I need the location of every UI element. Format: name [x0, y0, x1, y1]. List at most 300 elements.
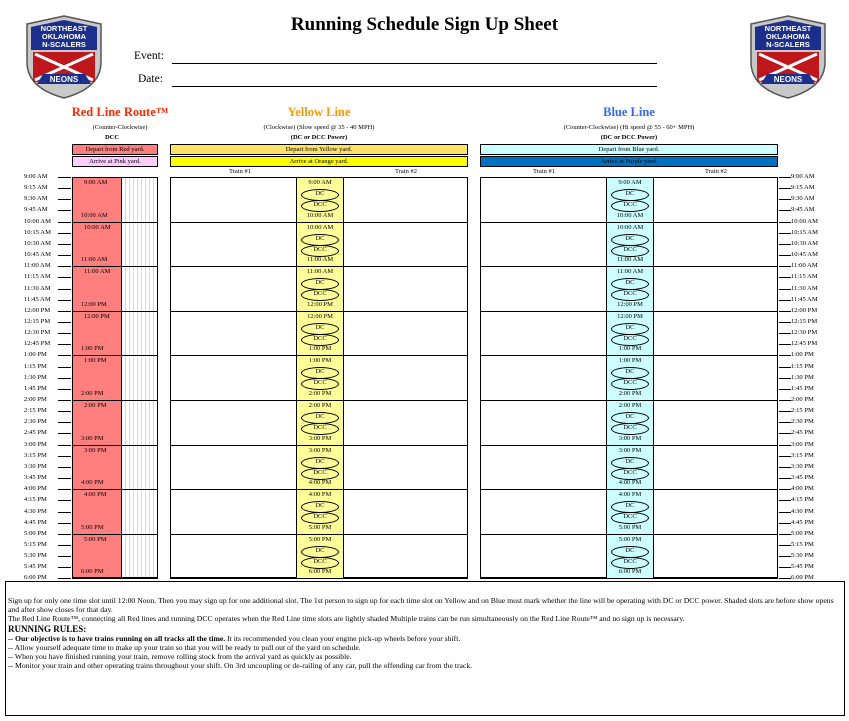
time-tick-left — [58, 277, 71, 278]
yellow-slot-end: 1:00 PM — [308, 345, 332, 353]
time-tick-right — [779, 244, 791, 245]
red-slot-line — [72, 355, 158, 356]
blue-slot-end: 1:00 PM — [618, 345, 642, 353]
time-tick-left — [58, 523, 71, 524]
time-label-right: 1:45 PM — [791, 384, 814, 392]
time-tick-left — [58, 188, 71, 189]
blue-dcc-label: DCC — [623, 468, 637, 476]
time-label-right: 10:30 AM — [791, 239, 818, 247]
red-line-shaded-column — [122, 177, 158, 578]
svg-text:NEONS: NEONS — [49, 75, 79, 84]
time-tick-right — [779, 222, 791, 223]
time-label-right: 4:45 PM — [791, 518, 814, 526]
blue-train1-signup[interactable] — [480, 222, 606, 267]
time-label-left: 5:45 PM — [24, 563, 47, 571]
time-tick-right — [779, 400, 791, 401]
yellow-dcc-label: DCC — [313, 513, 327, 521]
time-label-left: 11:15 AM — [24, 273, 51, 281]
yellow-train1-signup[interactable] — [170, 177, 296, 222]
page-title: Running Schedule Sign Up Sheet — [290, 14, 559, 35]
time-tick-left — [58, 210, 71, 211]
blue-train1-signup[interactable] — [480, 355, 606, 400]
blue-slot-end: 4:00 PM — [618, 479, 642, 487]
blue-train2-signup[interactable] — [654, 534, 778, 579]
time-tick-right — [779, 389, 791, 390]
yellow-line-title: Yellow Line — [287, 105, 351, 119]
time-label-right: 2:45 PM — [791, 429, 814, 437]
yellow-slot-start: 3:00 PM — [308, 446, 332, 454]
yellow-train1-signup[interactable] — [170, 400, 296, 445]
yellow-train2-signup[interactable] — [344, 534, 468, 579]
blue-train2-signup[interactable] — [654, 489, 778, 534]
red-line-direction: (Counter-Clockwise) — [92, 124, 148, 131]
blue-dc-label: DC — [625, 457, 635, 465]
time-label-left: 5:15 PM — [24, 540, 47, 548]
blue-slot-start: 10:00 AM — [616, 223, 644, 231]
time-label-right: 5:15 PM — [791, 540, 814, 548]
yellow-dcc-label: DCC — [313, 245, 327, 253]
red-slot-end: 12:00 PM — [81, 300, 107, 308]
time-tick-left — [58, 389, 71, 390]
time-tick-right — [779, 411, 791, 412]
yellow-slot-end: 5:00 PM — [308, 523, 332, 531]
time-label-right: 11:45 AM — [791, 295, 818, 303]
time-tick-right — [779, 545, 791, 546]
event-field[interactable] — [172, 63, 657, 64]
red-slot-line — [72, 534, 158, 535]
yellow-dc-label: DC — [315, 368, 325, 376]
blue-dcc-label: DCC — [623, 513, 637, 521]
yellow-dc-label: DC — [315, 234, 325, 242]
blue-dc-label: DC — [625, 368, 635, 376]
time-label-left: 2:30 PM — [24, 418, 47, 426]
time-label-left: 1:15 PM — [24, 362, 47, 370]
time-label-left: 5:30 PM — [24, 552, 47, 560]
time-tick-left — [58, 222, 71, 223]
time-tick-left — [58, 322, 71, 323]
rule-4: -- Monitor your train and other operating trains throughout your shift. On 3rd uncoupling or de-railing of any car, pull the offending car from the track. — [8, 661, 473, 670]
red-slot-line — [72, 222, 158, 223]
blue-slot-end: 3:00 PM — [618, 434, 642, 442]
yellow-dcc-label: DCC — [313, 379, 327, 387]
time-tick-left — [58, 266, 71, 267]
time-tick-left — [58, 433, 71, 434]
time-tick-right — [779, 523, 791, 524]
yellow-train1-signup[interactable] — [170, 266, 296, 311]
svg-text:NORTHEAST: NORTHEAST — [40, 24, 88, 33]
red-slot-line — [72, 266, 158, 267]
yellow-train1-signup[interactable] — [170, 489, 296, 534]
time-tick-left — [58, 512, 71, 513]
time-label-right: 9:45 AM — [791, 206, 815, 214]
time-label-left: 4:00 PM — [24, 485, 47, 493]
time-tick-left — [58, 489, 71, 490]
event-label: Event: — [134, 50, 165, 62]
red-slot-end: 11:00 AM — [81, 256, 108, 264]
time-label-left: 6:00 PM — [24, 574, 47, 582]
time-label-left: 4:15 PM — [24, 496, 47, 504]
blue-slot-start: 11:00 AM — [616, 268, 644, 276]
time-label-left: 4:30 PM — [24, 507, 47, 515]
yellow-dc-label: DC — [315, 279, 325, 287]
time-label-left: 9:15 AM — [24, 184, 48, 192]
blue-train1-signup[interactable] — [480, 400, 606, 445]
yellow-train2-signup[interactable] — [344, 355, 468, 400]
time-label-right: 5:00 PM — [791, 529, 814, 537]
time-label-right: 12:15 PM — [791, 317, 818, 325]
time-label-right: 3:00 PM — [791, 440, 814, 448]
svg-text:OKLAHOMA: OKLAHOMA — [765, 32, 811, 41]
rule-1-bold: -- Our objective is to have trains running on all tracks all the time. — [8, 634, 226, 643]
time-tick-left — [58, 556, 71, 557]
yellow-train2-signup[interactable] — [344, 489, 468, 534]
blue-slot-start: 1:00 PM — [618, 357, 642, 365]
blue-train2-signup[interactable] — [654, 445, 778, 490]
time-label-right: 2:30 PM — [791, 418, 814, 426]
blue-slot-end: 5:00 PM — [618, 523, 642, 531]
time-tick-left — [58, 422, 71, 423]
yellow-train2-signup[interactable] — [344, 222, 468, 267]
yellow-arrive-bar: Arrive at Orange yard. — [170, 156, 468, 167]
time-label-left: 1:00 PM — [24, 351, 47, 359]
time-tick-left — [58, 177, 71, 178]
blue-slot-end: 11:00 AM — [616, 256, 644, 264]
time-label-left: 10:00 AM — [24, 217, 51, 225]
blue-arrive-bar: Arrive at Purple yard. — [480, 156, 778, 167]
time-label-left: 3:00 PM — [24, 440, 47, 448]
yellow-dcc-label: DCC — [313, 557, 327, 565]
time-tick-right — [779, 489, 791, 490]
time-tick-left — [58, 255, 71, 256]
blue-train2-signup[interactable] — [654, 222, 778, 267]
time-tick-right — [779, 233, 791, 234]
yellow-slot-start: 4:00 PM — [308, 491, 332, 499]
time-label-left: 9:00 AM — [24, 173, 48, 180]
yellow-slot-start: 12:00 PM — [307, 312, 333, 320]
red-slot-start: 1:00 PM — [84, 357, 107, 365]
time-tick-right — [779, 355, 791, 356]
time-tick-right — [779, 266, 791, 267]
rule-3: -- When you have finished running your train, remove rolling stock from the arrival yard as quickly as possible. — [8, 652, 352, 661]
blue-train1-signup[interactable] — [480, 445, 606, 490]
blue-dcc-label: DCC — [623, 245, 637, 253]
blue-depart-bar: Depart from Blue yard. — [480, 144, 778, 155]
blue-dcc-label: DCC — [623, 201, 637, 208]
yellow-slot-start: 2:00 PM — [308, 402, 332, 409]
time-label-left: 11:30 AM — [24, 284, 51, 292]
time-label-right: 4:30 PM — [791, 507, 814, 515]
time-label-left: 2:00 PM — [24, 396, 47, 403]
yellow-depart-bar: Depart from Yellow yard. — [170, 144, 468, 155]
time-tick-left — [58, 478, 71, 479]
time-label-left: 3:30 PM — [24, 462, 47, 470]
blue-slot-end: 10:00 AM — [616, 211, 644, 219]
time-tick-left — [58, 456, 71, 457]
time-label-right: 9:30 AM — [791, 195, 815, 203]
time-tick-right — [779, 188, 791, 189]
time-tick-left — [58, 545, 71, 546]
time-tick-right — [779, 433, 791, 434]
svg-text:NEONS: NEONS — [773, 75, 803, 84]
blue-train1-signup[interactable] — [480, 489, 606, 534]
red-slot-line — [72, 311, 158, 312]
time-label-right: 3:30 PM — [791, 462, 814, 470]
yellow-slot-end: 6:00 PM — [308, 568, 332, 576]
blue-dc-label: DC — [625, 190, 635, 197]
red-slot-line — [72, 400, 158, 401]
blue-slot-start: 3:00 PM — [618, 446, 642, 454]
blue-train1-signup[interactable] — [480, 311, 606, 356]
yellow-dcc-label: DCC — [313, 290, 327, 298]
yellow-dc-label: DC — [315, 413, 325, 420]
blue-train2-signup[interactable] — [654, 177, 778, 222]
yellow-dcc-label: DCC — [313, 424, 327, 431]
yellow-train1-signup[interactable] — [170, 534, 296, 579]
time-label-right: 11:30 AM — [791, 284, 818, 292]
rule-1 — [8, 634, 842, 643]
time-tick-left — [58, 411, 71, 412]
time-tick-right — [779, 367, 791, 368]
blue-dc-label: DC — [625, 546, 635, 554]
blue-dcc-label: DCC — [623, 290, 637, 298]
notes-paragraph-1: Sign up for only one time slot until 12:00 Noon. Then you may sign up for one additional slot. The 1st person to sign up for each time slot on Yellow and on Blue must mark whether the line will be operating with DC or DCC power. Shaded slots are before show opens and after show closes for that day. — [8, 596, 834, 614]
yellow-line-direction: (Clockwise) (Slow speed @ 35 - 40 MPH) — [263, 124, 375, 131]
yellow-slot-line — [170, 578, 468, 579]
yellow-dc-label: DC — [315, 457, 325, 465]
time-tick-right — [779, 333, 791, 334]
blue-slot-end: 2:00 PM — [618, 390, 642, 397]
red-slot-end: 10:00 AM — [81, 211, 108, 219]
blue-train2-signup[interactable] — [654, 355, 778, 400]
time-tick-right — [779, 478, 791, 479]
time-label-right: 9:15 AM — [791, 184, 815, 192]
time-label-left: 2:45 PM — [24, 429, 47, 437]
blue-train1-signup[interactable] — [480, 177, 606, 222]
red-slot-start: 5:00 PM — [84, 535, 107, 543]
time-label-right: 1:00 PM — [791, 351, 814, 359]
blue-train1-label: Train #1 — [533, 168, 555, 175]
time-tick-left — [58, 244, 71, 245]
time-tick-left — [58, 333, 71, 334]
time-label-left: 11:45 AM — [24, 295, 51, 303]
blue-dcc-label: DCC — [623, 557, 637, 565]
red-line-power: DCC — [104, 134, 120, 141]
blue-slot-start: 2:00 PM — [618, 402, 642, 409]
red-slot-end: 6:00 PM — [81, 568, 104, 576]
blue-dc-label: DC — [625, 413, 635, 420]
time-tick-right — [779, 500, 791, 501]
yellow-train2-signup[interactable] — [344, 266, 468, 311]
yellow-train1-signup[interactable] — [170, 222, 296, 267]
time-label-right: 5:30 PM — [791, 552, 814, 560]
red-slot-line — [72, 578, 158, 579]
blue-slot-start: 9:00 AM — [618, 179, 642, 186]
time-label-left: 12:30 PM — [24, 329, 51, 337]
time-tick-left — [58, 199, 71, 200]
time-label-left: 4:45 PM — [24, 518, 47, 526]
time-label-right: 11:15 AM — [791, 273, 818, 281]
time-label-left: 3:15 PM — [24, 451, 47, 459]
yellow-slot-end: 2:00 PM — [308, 390, 332, 397]
yellow-dcc-label: DCC — [313, 201, 327, 208]
time-tick-left — [58, 233, 71, 234]
time-label-left: 3:45 PM — [24, 474, 47, 482]
time-label-right: 4:00 PM — [791, 485, 814, 493]
time-tick-left — [58, 344, 71, 345]
yellow-train2-signup[interactable] — [344, 177, 468, 222]
yellow-slot-end: 12:00 PM — [307, 300, 333, 308]
time-tick-left — [58, 311, 71, 312]
time-tick-right — [779, 512, 791, 513]
time-label-right: 12:00 PM — [791, 306, 818, 314]
time-tick-left — [58, 467, 71, 468]
time-label-right: 12:30 PM — [791, 329, 818, 337]
red-slot-start: 2:00 PM — [84, 402, 107, 409]
rule-1-rest: It its recommended you clean your engine pick-up wheels before your shift. — [225, 634, 461, 643]
time-label-right: 10:45 AM — [791, 251, 818, 259]
time-tick-right — [779, 255, 791, 256]
yellow-train1-signup[interactable] — [170, 311, 296, 356]
time-label-left: 10:15 AM — [24, 228, 51, 236]
time-tick-right — [779, 445, 791, 446]
blue-dc-label: DC — [625, 323, 635, 331]
yellow-slot-start: 11:00 AM — [306, 268, 334, 276]
yellow-train2-signup[interactable] — [344, 400, 468, 445]
red-slot-line — [72, 489, 158, 490]
yellow-slot-start: 1:00 PM — [308, 357, 332, 365]
blue-train2-signup[interactable] — [654, 311, 778, 356]
time-label-right: 10:15 AM — [791, 228, 818, 236]
time-label-right: 11:00 AM — [791, 262, 818, 270]
red-slot-end: 1:00 PM — [81, 345, 104, 353]
yellow-slot-end: 3:00 PM — [308, 434, 332, 442]
red-line-title: Red Line Route™ — [71, 105, 169, 119]
yellow-dc-label: DC — [315, 546, 325, 554]
red-slot-end: 4:00 PM — [81, 479, 104, 487]
time-tick-right — [779, 311, 791, 312]
svg-text:N-SCALERS: N-SCALERS — [42, 40, 86, 49]
time-label-right: 6:00 PM — [791, 574, 814, 582]
blue-slot-end: 6:00 PM — [618, 568, 642, 576]
time-label-left: 9:45 AM — [24, 206, 48, 214]
yellow-train1-signup[interactable] — [170, 355, 296, 400]
blue-train2-signup[interactable] — [654, 400, 778, 445]
blue-dcc-label: DCC — [623, 424, 637, 431]
time-label-right: 3:45 PM — [791, 474, 814, 482]
blue-dc-label: DC — [625, 502, 635, 510]
time-label-left: 5:00 PM — [24, 529, 47, 537]
running-rules-heading: RUNNING RULES: — [8, 624, 87, 634]
time-tick-right — [779, 277, 791, 278]
blue-dcc-label: DCC — [623, 334, 637, 342]
time-tick-right — [779, 378, 791, 379]
time-label-right: 12:45 PM — [791, 340, 818, 348]
red-slot-start: 12:00 PM — [84, 312, 110, 320]
date-field[interactable] — [172, 86, 657, 87]
time-tick-left — [58, 445, 71, 446]
time-label-right: 4:15 PM — [791, 496, 814, 504]
time-label-left: 2:15 PM — [24, 407, 47, 415]
blue-train1-signup[interactable] — [480, 266, 606, 311]
blue-slot-line — [480, 578, 778, 579]
time-label-right: 2:00 PM — [791, 396, 814, 403]
time-label-right: 1:30 PM — [791, 373, 814, 381]
yellow-train2-signup[interactable] — [344, 311, 468, 356]
time-tick-left — [58, 400, 71, 401]
red-arrive-bar: Arrive at Pink yard. — [72, 156, 158, 167]
blue-slot-start: 12:00 PM — [617, 312, 643, 320]
time-label-right: 9:00 AM — [791, 173, 815, 180]
red-slot-end: 3:00 PM — [81, 434, 104, 442]
time-label-left: 1:30 PM — [24, 373, 47, 381]
svg-text:N-SCALERS: N-SCALERS — [766, 40, 810, 49]
yellow-slot-start: 10:00 AM — [306, 223, 334, 231]
time-tick-left — [58, 355, 71, 356]
time-label-left: 11:00 AM — [24, 262, 51, 270]
red-slot-start: 4:00 PM — [84, 491, 107, 499]
notes-box — [5, 581, 845, 716]
red-depart-bar: Depart from Red yard. — [72, 144, 158, 155]
svg-text:OKLAHOMA: OKLAHOMA — [41, 32, 87, 41]
time-tick-left — [58, 289, 71, 290]
time-tick-left — [58, 578, 71, 579]
red-slot-line — [72, 445, 158, 446]
red-slot-end: 2:00 PM — [81, 390, 104, 397]
notes-paragraph-2: The Red Line Route™, connecting all Red lines and running DCC operates when the Red Line time slots are lightly shaded Multiple trains can be run simultaneously on the Red Line Route™ and no sign up is necessary. — [8, 614, 685, 623]
red-slot-line — [72, 177, 158, 178]
red-slot-start: 10:00 AM — [84, 223, 111, 231]
blue-line-power: (DC or DCC Power) — [600, 134, 658, 141]
time-tick-left — [58, 378, 71, 379]
red-line-column — [72, 177, 122, 578]
time-label-left: 9:30 AM — [24, 195, 48, 203]
yellow-train2-label: Train #2 — [395, 168, 417, 175]
time-tick-right — [779, 210, 791, 211]
yellow-slot-start: 5:00 PM — [308, 535, 332, 543]
blue-slot-start: 5:00 PM — [618, 535, 642, 543]
yellow-slot-start: 9:00 AM — [308, 179, 332, 186]
time-label-left: 1:45 PM — [24, 384, 47, 392]
yellow-dc-label: DC — [315, 190, 325, 197]
time-label-left: 10:45 AM — [24, 251, 51, 259]
yellow-train1-signup[interactable] — [170, 445, 296, 490]
blue-train2-signup[interactable] — [654, 266, 778, 311]
yellow-dcc-label: DCC — [313, 468, 327, 476]
blue-dcc-label: DCC — [623, 379, 637, 387]
time-label-left: 12:45 PM — [24, 340, 51, 348]
date-label: Date: — [138, 73, 163, 85]
time-tick-right — [779, 300, 791, 301]
blue-dc-label: DC — [625, 234, 635, 242]
red-slot-end: 5:00 PM — [81, 523, 104, 531]
time-label-right: 3:15 PM — [791, 451, 814, 459]
yellow-slot-end: 4:00 PM — [308, 479, 332, 487]
time-tick-right — [779, 456, 791, 457]
time-tick-left — [58, 534, 71, 535]
time-tick-left — [58, 567, 71, 568]
time-tick-left — [58, 300, 71, 301]
yellow-train2-signup[interactable] — [344, 445, 468, 490]
time-tick-right — [779, 289, 791, 290]
time-label-left: 12:00 PM — [24, 306, 51, 314]
blue-train1-signup[interactable] — [480, 534, 606, 579]
yellow-dc-label: DC — [315, 502, 325, 510]
time-label-right: 2:15 PM — [791, 407, 814, 415]
yellow-dcc-label: DCC — [313, 334, 327, 342]
time-tick-left — [58, 367, 71, 368]
time-tick-right — [779, 344, 791, 345]
red-slot-start: 11:00 AM — [84, 268, 111, 276]
